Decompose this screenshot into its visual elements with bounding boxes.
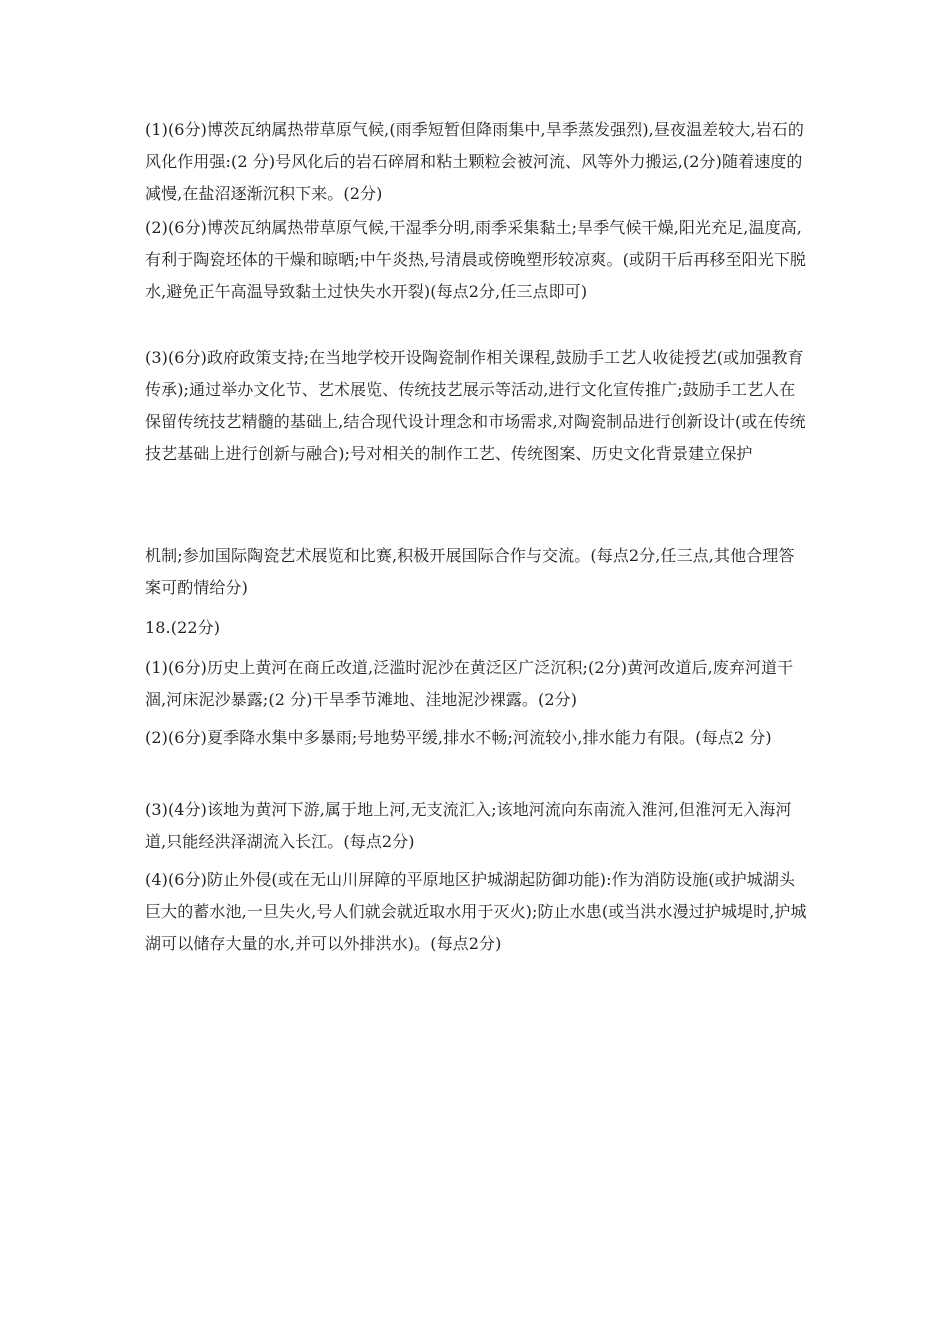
answer-17-2: (2)(6分)博茨瓦纳属热带草原气候,干湿季分明,雨季采集黏土;旱季气候干燥,阳光充足,温度高,有利于陶瓷坯体的干燥和晾晒;中午炎热,号清晨或傍晚塑形较凉爽。(或阴干后再移至阳光下脱水,避免正午高温导致黏土过快失水开裂)(每点2分,任三点即可) <box>145 218 807 301</box>
answer-17-3: (3)(6分)政府政策支持;在当地学校开设陶瓷制作相关课程,鼓励手工艺人收徒授艺(或加强教育传承);通过举办文化节、艺术展览、传统技艺展示等活动,进行文化宣传推广;鼓励手工艺人在保留传统技艺精髓的基础上,结合现代设计理念和市场需求,对陶瓷制品进行创新设计(或在传统技艺基础上进行创新与融合);号对相关的制作工艺、传统图案、历史文化背景建立保护 <box>145 348 806 463</box>
question-18-heading: 18.(22分) <box>145 618 221 637</box>
answer-17-1: (1)(6分)博茨瓦纳属热带草原气候,(雨季短暂但降雨集中,旱季蒸发强烈),昼夜温差较大,岩石的风化作用强:(2 分)号风化后的岩石碎屑和粘土颗粒会被河流、风等外力搬运,(2分)随着速度的减慢,在盐沼逐渐沉积下来。(2分) <box>145 120 804 203</box>
answer-18-2: (2)(6分)夏季降水集中多暴雨;号地势平缓,排水不畅;河流较小,排水能力有限。(每点2 分) <box>145 728 772 747</box>
answer-18-4: (4)(6分)防止外侵(或在无山川屏障的平原地区护城湖起防御功能):作为消防设施(或护城湖头巨大的蓄水池,一旦失火,号人们就会就近取水用于灭火);防止水患(或当洪水漫过护城堤时,护城湖可以储存大量的水,并可以外排洪水)。(每点2分) <box>145 870 807 953</box>
answer-17-3-continued: 机制;参加国际陶瓷艺术展览和比赛,积极开展国际合作与交流。(每点2分,任三点,其他合理答案可酌情给分) <box>145 546 795 597</box>
answer-18-1: (1)(6分)历史上黄河在商丘改道,泛滥时泥沙在黄泛区广泛沉积;(2分)黄河改道后,废弃河道干涸,河床泥沙暴露;(2 分)干旱季节滩地、洼地泥沙裸露。(2分) <box>145 658 794 709</box>
answer-18-3: (3)(4分)该地为黄河下游,属于地上河,无支流汇入;该地河流向东南流入淮河,但淮河无入海河道,只能经洪泽湖流入长江。(每点2分) <box>145 800 792 851</box>
